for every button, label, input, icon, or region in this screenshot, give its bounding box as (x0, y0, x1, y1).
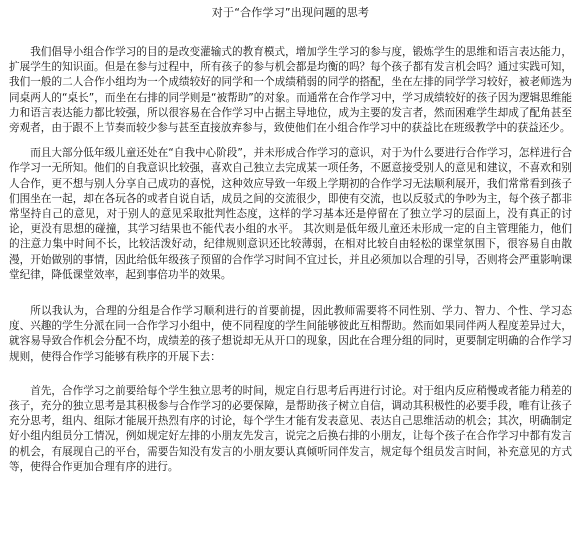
paragraph-2: 而且大部分低年级儿童还处在“自我中心阶段”，并未形成合作学习的意识，对于为什么要进行合作学习，怎样进行合作学习一无所知。他们的自我意识比较强，喜欢自己独立去完成某一项任务，不愿意接受别人的意见和建议，不喜欢和别人合作，更不想与别人分享自己成功的喜悦，这种效应导致一年级上学期初的合作学习无法顺利展开，我们常常看到孩子们围坐在一起，却在各玩各的或者自说自话，成员之间的交流很少，即使有交流，也以反驳式的争吵为主，每个孩子都非常坚持自己的意见，对于别人的意见采取批判性态度，这样的学习基本还是停留在了独立学习的层面上，没有真正的讨论，更没有思想的碰撞，其学习结果也不能代表小组的水平。 其次则是低年级儿童还未形成一定的自主管理能力，他们的注意力集中时间不长，比较活泼好动，纪律规则意识还比较薄弱，在相对比较自由轻松的课堂氛围下，很容易自由散漫，开始做别的事情，因此给低年级孩子预留的合作学习时间不宜过长，并且必须加以合理的引导，否则将会严重影响课堂纪律，降低课堂效率，起到事倍功半的效果。 (9, 147, 572, 281)
document-title: 对于“合作学习”出现问题的思考 (211, 6, 370, 19)
paragraph-1: 我们倡导小组合作学习的目的是改变灌输式的教育模式，增加学生学习的参与度，锻炼学生的思维和语言表达能力，扩展学生的知识面。但是在参与过程中，所有孩子的参与机会都是均衡的吗？每个孩子都有发言机会吗？通过实践可知，我们一般的二人合作小组均为一个成绩较好的同学和一个成绩稍弱的同学的搭配，坐在左排的同学学习较好，被老师选为同桌两人的“桌长”，而坐在右排的同学则是“被帮助”的对象。而通常在合作学习中，学习成绩较好的孩子因为逻辑思维能力和语言表达能力都比较强，所以很容易在合作学习中占据主导地位，成为主要的发言者，然而困难学生却成了配角甚至旁观者，由于跟不上节奏而较少参与甚至直接放弃参与，致使他们在小组合作学习中的获益比在班级教学中的获益还少。 (9, 46, 572, 135)
paragraph-4: 首先，合作学习之前要给每个学生独立思考的时间，规定自行思考后再进行讨论。对于组内反应稍慢或者能力稍差的孩子，充分的独立思考是其积极参与合作学习的必要保障，是帮助孩子树立自信，调动其积极性的必要手段，唯有让孩子充分思考，组内、组际才能展开热烈有序的讨论，每个学生才能有发表意见、表达自己思维活动的机会；其次，明确制定好小组内组员分工情况，例如规定好左排的小朋友先发言，说完之后换右排的小朋友，让每个孩子在合作学习中都有发言的机会，有展现自己的平台，需要告知没有发言的小朋友要认真倾听同伴发言，规定每个组员发言时间，补充意见的方式等，使得合作更加合理有序的进行。 (9, 384, 572, 473)
paragraph-3: 所以我认为，合理的分组是合作学习顺利进行的首要前提，因此教师需要将不同性别、学力、智力、个性、学习态度、兴趣的学生分派在同一合作学习小组中，使不同程度的学生间能够彼此互相帮助。然而如果同伴两人程度差异过大，就容易导致合作机会分配不均，成绩差的孩子想说却无从开口的现象，因此在合理分组的同时，更要制定明确的合作学习规则，使得合作学习能够有秩序的开展下去： (9, 305, 572, 363)
